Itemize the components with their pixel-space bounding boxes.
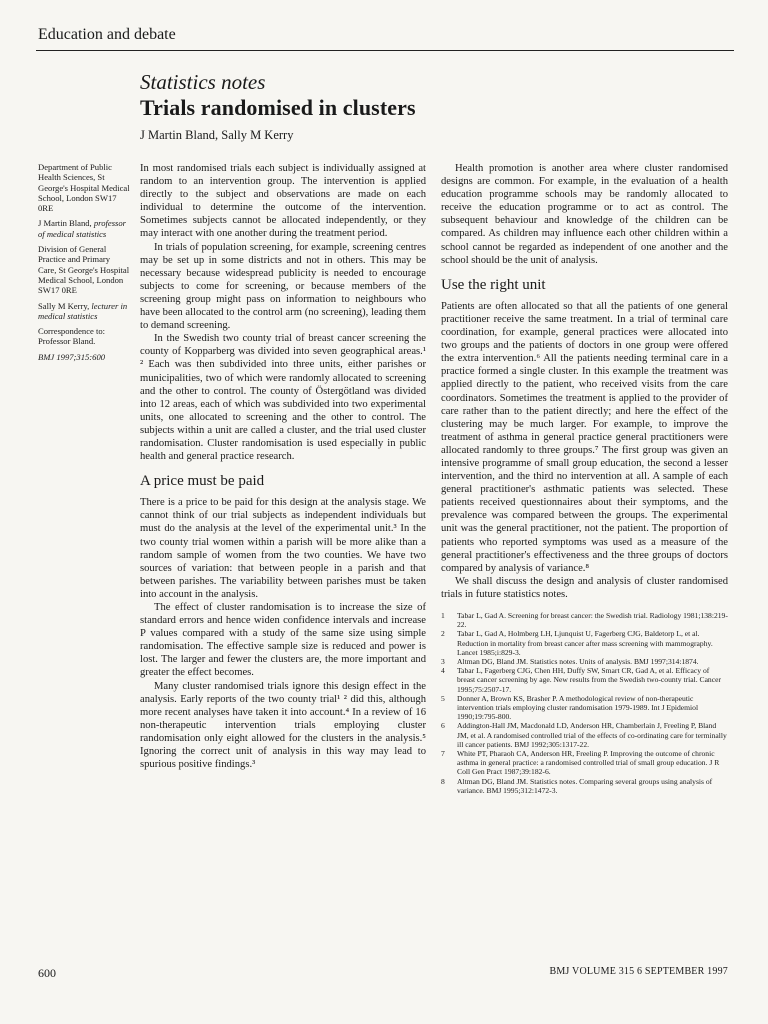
paragraph: We shall discuss the design and analysis of cluster randomised trials in future statistics notes.: [441, 575, 728, 600]
reference-text: Tabar L, Gad A. Screening for breast cancer: the Swedish trial. Radiology 1981;138:219-22.: [457, 611, 728, 630]
paragraph: Many cluster randomised trials ignore this design effect in the analysis. Early reports of the two county trial¹ ² did this, although more recent analyses have taken it into account.⁴ In a review of 16 non-therapeutic intervention trials employing cluster randomisation only eight allowed for the clusters in the analysis.⁵ Ignoring the correct unit of analysis in this way may lead to spurious positive findings.³: [140, 680, 426, 771]
affiliation-2: Division of General Practice and Primary Care, St George's Hospital Medical School, London SW17 0RE: [38, 244, 130, 296]
bland-role: professor of medical statistics: [38, 218, 127, 239]
reference-text: Altman DG, Bland JM. Statistics notes. Units of analysis. BMJ 1997;314:1874.: [457, 657, 699, 667]
section-label: Education and debate: [38, 26, 176, 43]
reference-number: 6: [441, 721, 445, 731]
reference-number: 1: [441, 611, 445, 620]
reference-item: [441, 657, 728, 666]
reference-number: 4: [441, 666, 445, 676]
journal-footer: BMJ VOLUME 315 6 SEPTEMBER 1997: [549, 966, 728, 977]
reference-number: 7: [441, 749, 445, 759]
paragraph: Health promotion is another area where cluster randomised designs are common. For example, in the evaluation of a health education programme schools may be randomly allocated to receive the education programme or to act as control. The subsequent behaviour and knowledge of the children can be compared. As children may influence each other children within a school cannot be regarded as independent of one another and the school should be the unit of analysis.: [441, 163, 728, 266]
reference-text: Tabar L, Gad A, Holmberg LH, Ljunquist U, Fagerberg CJG, Baldetorp L, et al. Reduction in mortality from breast cancer after mass screening with mammography. Lancet 1985;i:829-3.: [457, 629, 713, 657]
correspondence: Correspondence to: Professor Bland.: [38, 326, 106, 347]
reference-item: [441, 611, 728, 629]
reference-number: 3: [441, 657, 445, 667]
author-kerry: [38, 301, 130, 322]
body-column-1: [140, 162, 426, 771]
top-rule: [36, 50, 734, 51]
kerry-name: Sally M Kerry,: [38, 300, 90, 311]
paragraph: There is a price to be paid for this design at the analysis stage. We cannot think of our trial subjects as independent individuals but must do the analysis at the level of the experimental unit.³ In the two county trial women within a parish will be more alike than a random sample of women from the two counties. We have two sources of variation: that between people in a parish and that between parishes. The variability between parishes must be taken into account in the analysis.: [140, 497, 426, 600]
reference-item: [441, 777, 728, 795]
reference-item: [441, 749, 728, 777]
reference-item: [441, 694, 728, 722]
reference-item: [441, 629, 728, 657]
kerry-role: lecturer in medical statistics: [38, 300, 128, 321]
citation: BMJ 1997;315:600: [38, 351, 106, 362]
reference-text: White PT, Pharaoh CA, Anderson HR, Freeling P. Improving the outcome of chronic asthma in general practice: a randomised controlled trial of small group education. J R Coll Gen Pract 1987;39:182-6.: [457, 749, 720, 777]
reference-number: 2: [441, 629, 445, 639]
reference-item: [441, 666, 728, 694]
bland-name: J Martin Bland,: [38, 218, 92, 229]
article-title: Trials randomised in clusters: [140, 95, 416, 120]
affiliation-1: Department of Public Health Sciences, St George's Hospital Medical School, London SW17 0RE: [38, 162, 130, 214]
series-title: Statistics notes: [140, 70, 266, 94]
page-number: 600: [38, 966, 56, 980]
paragraph: Patients are often allocated so that all the patients of one general practitioner receive the same treatment. In a trial of terminal care coordination, for example, general practices were allocated into two groups and the patients of doctors in one group were offered the extra intervention.⁶ All the patients needing terminal care in a practice formed a single cluster. In this example the treatment was applied directly to the patient, who received visits from the care coordinators. Sometimes the treatment is applied to the provider of care rather than to the patient directly; and here the effect of the clustering may be much larger. For example, to improve the treatment of asthma in general practice general practitioners were allocated randomly to three groups.⁷ The first group was given an intensive programme of small group education, the second a lesser intervention, and the third no intervention at all. A sample of each general practitioner's asthmatic patients was selected. These patients received questionnaires about their symptoms, and the prevalence was compared between the groups. The experimental unit was the general practitioner, not the patient. The proportion of patients who reported symptoms was used as a measure of the general practitioner's effectiveness and the three groups of doctors compared by analysis of variance.⁸: [441, 300, 728, 574]
reference-text: Altman DG, Bland JM. Statistics notes. Comparing several groups using analysis of variance. BMJ 1995;312:1472-3.: [457, 776, 713, 795]
reference-number: 5: [441, 693, 445, 703]
paragraph: In trials of population screening, for example, screening centres may be set up in some districts and not in others. This may be necessary because widespread publicity is needed to encourage subjects to come for screening, or because members of the screening group might pass on information to neighbours who have been allocated to the control arm (no screening), leading them to demand screening.: [140, 241, 426, 332]
reference-number: 8: [441, 776, 445, 786]
paragraph: In most randomised trials each subject is individually assigned at random to an intervention group. The intervention is applied directly to the subject and observations are made on each individual to determine the outcome of the intervention. Sometimes subjects cannot be allocated independently, or they may interact with one another during the treatment period.: [140, 163, 426, 240]
reference-item: [441, 721, 728, 749]
section-heading: A price must be paid: [140, 473, 265, 490]
body-column-2: [441, 162, 728, 795]
reference-text: Donner A, Brown KS, Brasher P. A methodological review of non-therapeutic intervention trials employing cluster randomisation 1979-1989. Int J Epidemiol 1990;19:795-800.: [457, 693, 699, 722]
author-line: J Martin Bland, Sally M Kerry: [140, 128, 294, 142]
author-sidebar: [38, 162, 130, 367]
section-heading: Use the right unit: [441, 276, 546, 293]
paragraph: The effect of cluster randomisation is to increase the size of standard errors and hence widen confidence intervals and increase P values compared with a study of the same size using simple randomisation. The effective sample size is reduced and power is lost. The larger and fewer the clusters are, the more important and greater the effect becomes.: [140, 602, 426, 679]
paragraph: In the Swedish two county trial of breast cancer screening the county of Kopparberg was divided into seven geographical areas.¹ ² Each was then subdivided into three units, either parishes or municipalities, two of which were randomly allocated to screening and the other to control. The county of Östergötland was divided into 12 areas, each of which was subdivided into two experimental units, one allocated to screening and the other to control. The subjects within a unit are called a cluster, and the trial used cluster randomisation. Cluster randomisation is used especially in public health and general practice research.: [140, 333, 426, 463]
reference-text: Addington-Hall JM, Macdonald LD, Anderson HR, Chamberlain J, Freeling P, Bland JM, et al. A randomised controlled trial of the effects of co-ordinating care for terminally ill cancer patients. BMJ 1992;305:1317-22.: [457, 721, 727, 749]
reference-list: [441, 611, 728, 795]
author-bland: [38, 218, 130, 239]
reference-text: Tabar L, Fagerberg CJG, Chen HH, Duffy SW, Smart CR, Gad A, et al. Efficacy of breast cancer screening by age. New results from the Swedish two-county trial. Cancer 1995;75:2507-17.: [457, 666, 722, 694]
